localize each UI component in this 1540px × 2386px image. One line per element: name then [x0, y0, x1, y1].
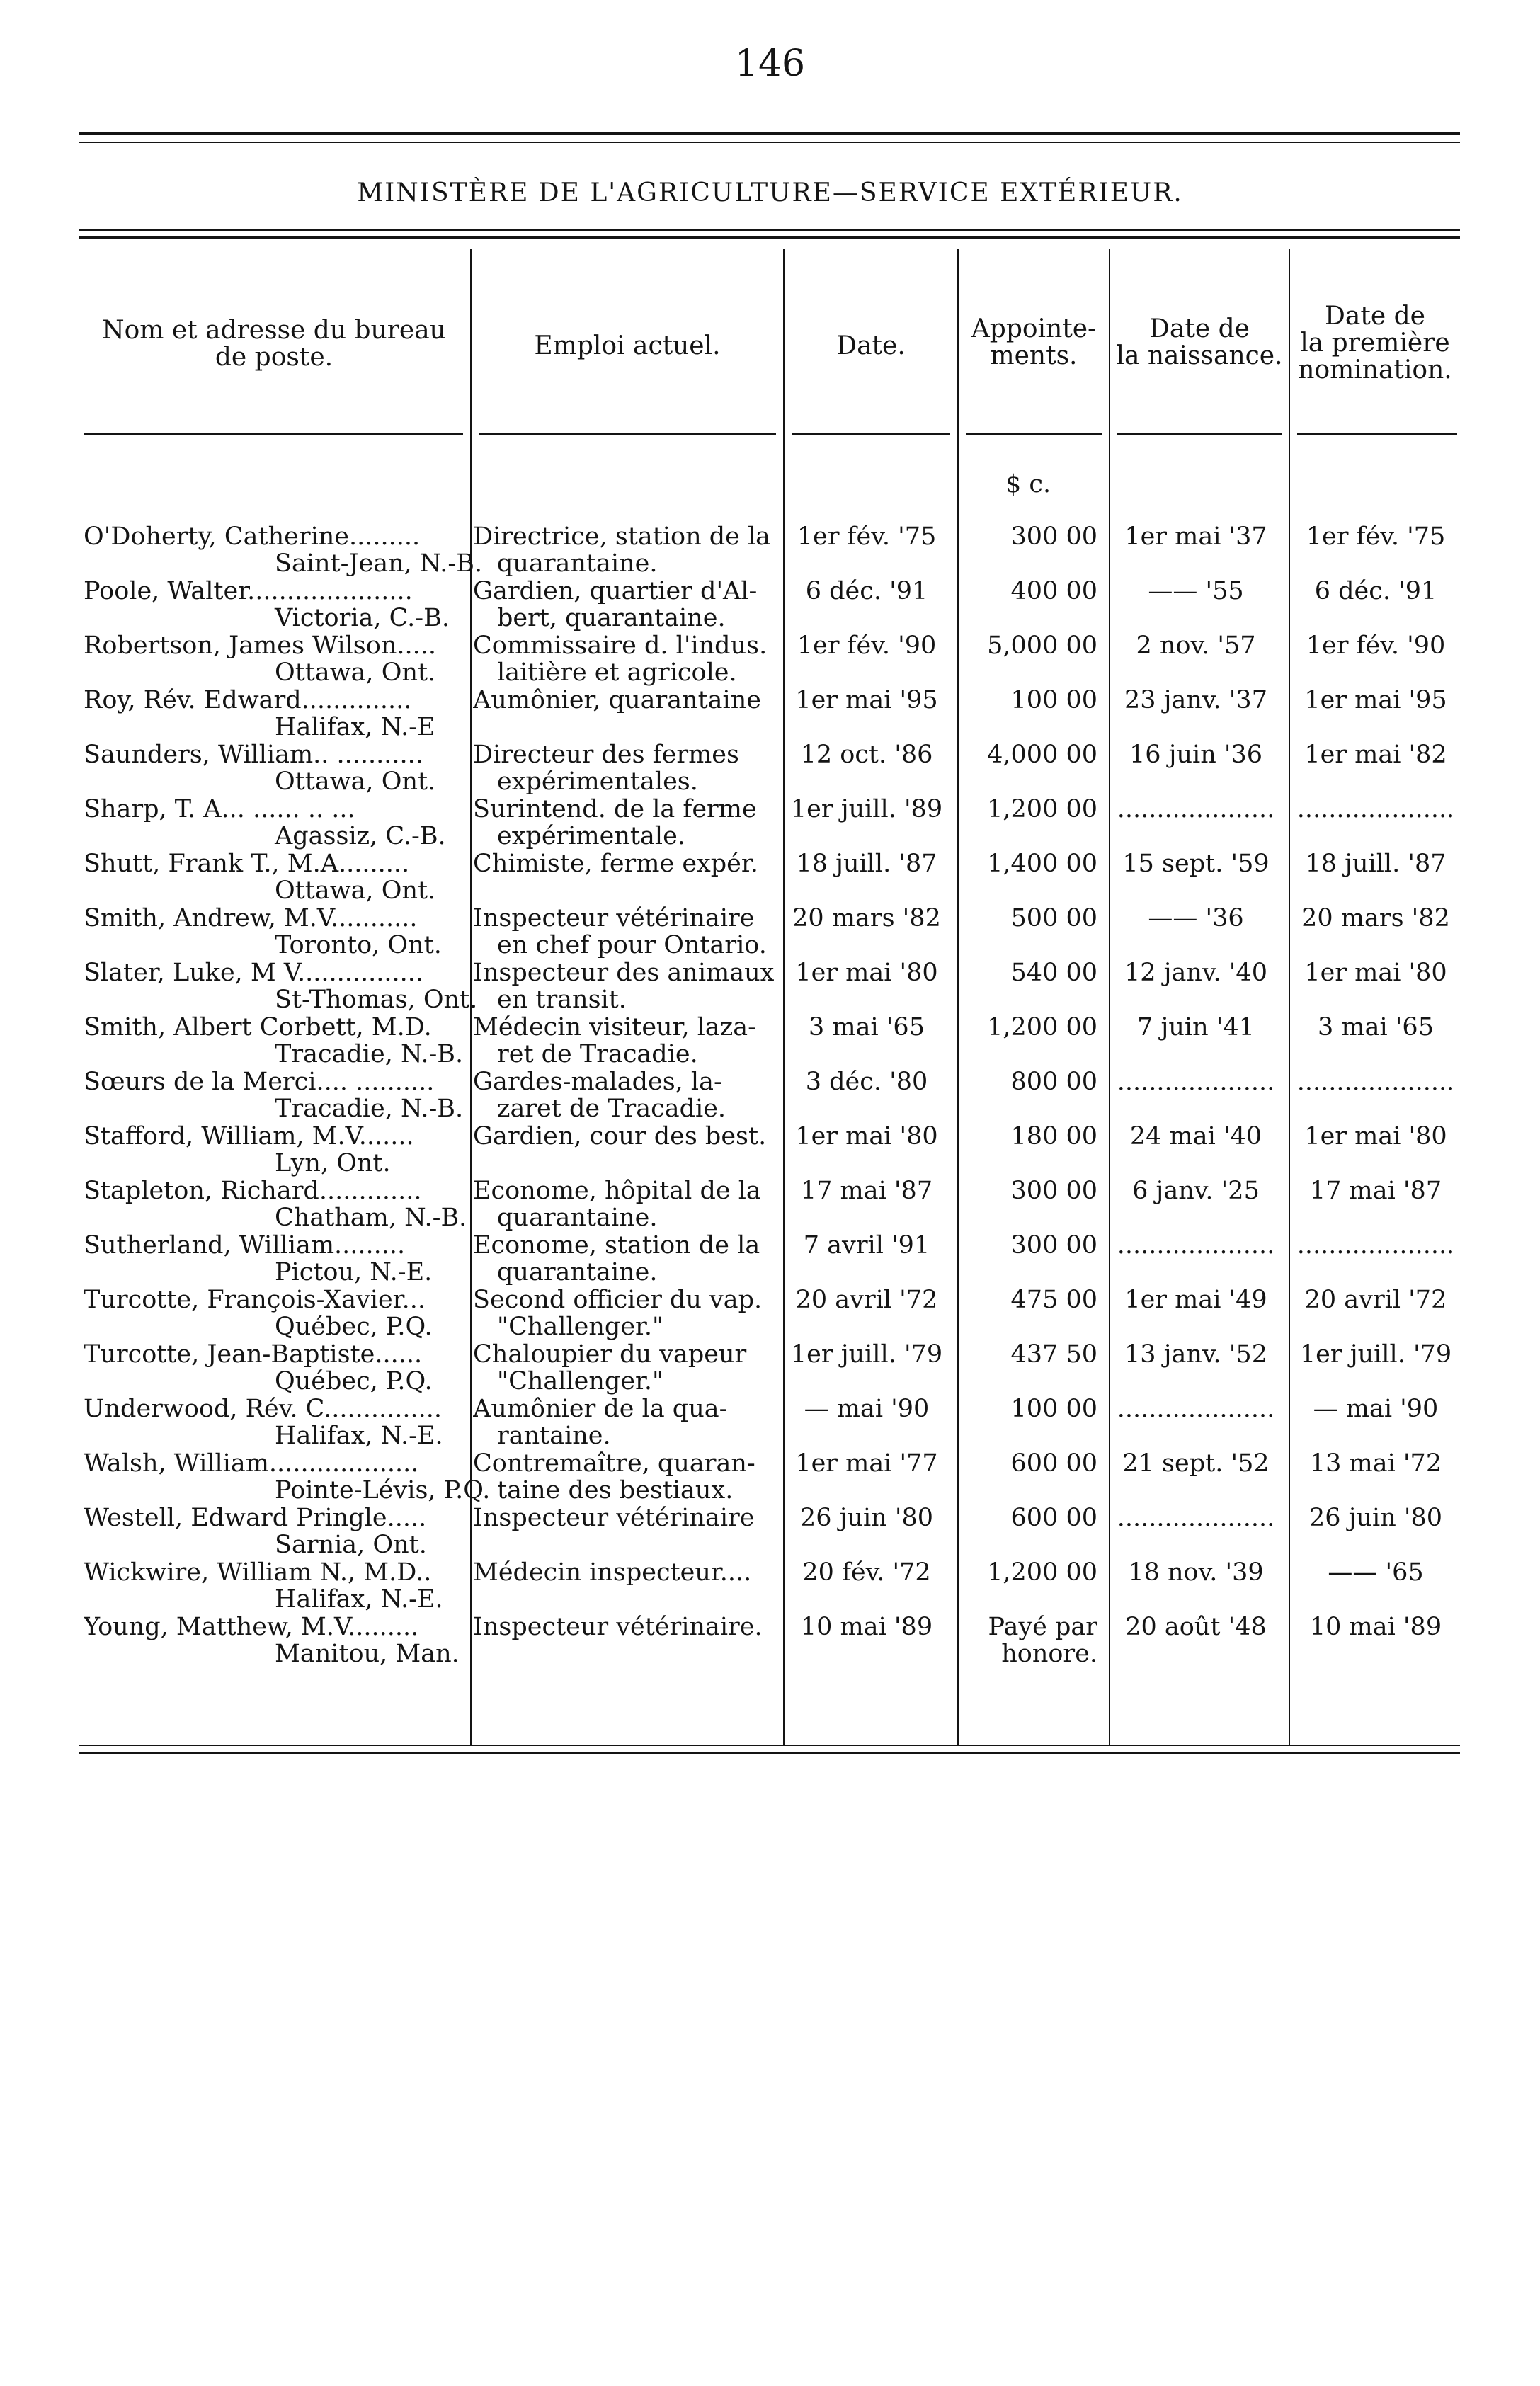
row-salary: 437 50 [1010, 1340, 1097, 1369]
row-first-appointment: .................... [1296, 1068, 1455, 1096]
title-rule-thin [79, 229, 1460, 231]
row-name: Poole, Walter..................... [84, 577, 413, 605]
page-title: MINISTÈRE DE L'AGRICULTURE—SERVICE EXTÉRIEUR. [357, 178, 1183, 207]
row-employment: Gardes-malades, la- [473, 1068, 722, 1096]
row-name: Smith, Andrew, M.V........... [84, 904, 418, 932]
row-date: 17 mai '87 [800, 1177, 933, 1205]
header-birth-line2: la naissance. [1116, 341, 1283, 370]
row-name: Slater, Luke, M V................ [84, 959, 424, 987]
row-first-appointment: 1er mai '80 [1304, 959, 1447, 987]
row-first-appointment: 6 déc. '91 [1314, 577, 1437, 605]
row-salary: 300 00 [1010, 523, 1097, 551]
header-birth-date [1110, 316, 1289, 370]
row-employment: Directeur des fermes [473, 741, 739, 769]
row-date: 6 déc. '91 [805, 577, 928, 605]
row-name: Wickwire, William N., M.D.. [84, 1558, 432, 1587]
row-name: O'Doherty, Catherine......... [84, 523, 421, 551]
row-date: 1er juill. '79 [790, 1340, 943, 1369]
row-employment-cont: expérimentale. [497, 822, 685, 850]
row-salary: 600 00 [1010, 1504, 1097, 1532]
row-name: Sharp, T. A... ...... .. ... [84, 795, 355, 823]
row-salary: 800 00 [1010, 1068, 1097, 1096]
row-address: Victoria, C.-B. [275, 604, 450, 632]
row-date: 18 juill. '87 [796, 850, 937, 878]
row-date: 1er fév. '90 [797, 632, 937, 660]
row-salary: 540 00 [1010, 959, 1097, 987]
row-birth-date: 23 janv. '37 [1124, 686, 1267, 714]
header-date: Date. [836, 331, 906, 360]
header-underline [966, 433, 1102, 435]
row-employment-cont: "Challenger." [497, 1367, 664, 1395]
header-employment: Emploi actuel. [534, 331, 721, 360]
row-first-appointment: 18 juill. '87 [1305, 850, 1447, 878]
row-name: Robertson, James Wilson..... [84, 632, 436, 660]
row-employment: Econome, hôpital de la [473, 1177, 761, 1205]
row-name: Turcotte, Jean-Baptiste...... [84, 1340, 423, 1369]
row-date: 3 déc. '80 [805, 1068, 928, 1096]
row-birth-date: 13 janv. '52 [1124, 1340, 1267, 1369]
row-first-appointment: 26 juin '80 [1308, 1504, 1443, 1532]
header-first-line1: Date de [1325, 302, 1425, 331]
row-employment: Inspecteur vétérinaire [473, 1504, 755, 1532]
row-salary: 475 00 [1010, 1286, 1097, 1314]
row-date: 1er mai '95 [795, 686, 938, 714]
row-employment: Contremaître, quaran- [473, 1449, 755, 1478]
row-salary: 1,200 00 [987, 795, 1097, 823]
row-salary: 1,400 00 [987, 850, 1097, 878]
row-employment-cont: expérimentales. [497, 767, 698, 796]
row-employment: Chaloupier du vapeur [473, 1340, 747, 1369]
row-salary: 400 00 [1010, 577, 1097, 605]
row-address: Lyn, Ont. [275, 1149, 391, 1177]
row-salary: 1,200 00 [987, 1013, 1097, 1041]
row-name: Walsh, William................... [84, 1449, 419, 1478]
row-employment-cont: "Challenger." [497, 1313, 664, 1341]
row-date: 20 fév. '72 [802, 1558, 931, 1587]
row-name: Turcotte, François-Xavier... [84, 1286, 426, 1314]
row-date: 10 mai '89 [800, 1613, 933, 1641]
top-rule-thin [79, 142, 1460, 143]
row-employment: Econome, station de la [473, 1231, 760, 1260]
column-separator [1109, 249, 1110, 1745]
row-first-appointment: .................... [1296, 1231, 1455, 1260]
row-first-appointment: 1er fév. '75 [1306, 523, 1446, 551]
column-separator [957, 249, 959, 1745]
row-address: Halifax, N.-E [275, 713, 435, 741]
row-employment: Inspecteur vétérinaire [473, 904, 755, 932]
row-employment-cont: taine des bestiaux. [497, 1476, 734, 1505]
row-employment: Commissaire d. l'indus. [473, 632, 768, 660]
header-first-appointment [1290, 303, 1460, 384]
row-birth-date: .................... [1117, 1231, 1275, 1260]
row-birth-date: .................... [1117, 1504, 1275, 1532]
row-employment: Gardien, quartier d'Al- [473, 577, 758, 605]
header-name [79, 317, 469, 371]
row-name: Shutt, Frank T., M.A......... [84, 850, 410, 878]
header-salary [959, 316, 1109, 370]
row-first-appointment: 17 mai '87 [1309, 1177, 1442, 1205]
row-date: 20 mars '82 [792, 904, 941, 932]
row-salary: 100 00 [1010, 686, 1097, 714]
row-address: St-Thomas, Ont. [275, 986, 478, 1014]
row-first-appointment: 20 mars '82 [1301, 904, 1450, 932]
header-underline [1297, 433, 1457, 435]
row-address: Ottawa, Ont. [275, 767, 436, 796]
row-date: — mai '90 [804, 1395, 930, 1423]
header-underline [1117, 433, 1282, 435]
header-name-line2: de poste. [215, 343, 333, 372]
row-employment-cont: laitière et agricole. [497, 658, 737, 687]
row-date: 1er mai '80 [795, 1122, 938, 1151]
row-birth-date: 1er mai '37 [1124, 523, 1267, 551]
header-birth-line1: Date de [1149, 314, 1250, 343]
header-first-line3: nomination. [1298, 355, 1452, 384]
title-rule-thick [79, 236, 1460, 239]
header-underline [479, 433, 776, 435]
row-address: Pointe-Lévis, P.Q. [275, 1476, 491, 1505]
row-first-appointment: 20 avril '72 [1304, 1286, 1447, 1314]
row-address: Toronto, Ont. [275, 931, 442, 959]
row-address: Manitou, Man. [275, 1640, 460, 1668]
row-employment-cont: quarantaine. [497, 1258, 658, 1286]
row-date: 1er juill. '89 [790, 795, 943, 823]
row-birth-date: 18 nov. '39 [1128, 1558, 1264, 1587]
row-date: 26 juin '80 [799, 1504, 934, 1532]
header-first-line2: la première [1300, 329, 1450, 358]
row-address: Halifax, N.-E. [275, 1585, 443, 1614]
bottom-rule-thick [79, 1752, 1460, 1754]
row-employment: Aumônier, quarantaine [473, 686, 761, 714]
row-birth-date: 2 nov. '57 [1136, 632, 1256, 660]
row-address: Chatham, N.-B. [275, 1204, 467, 1232]
row-employment: Médecin visiteur, laza- [473, 1013, 756, 1041]
row-name: Smith, Albert Corbett, M.D. [84, 1013, 432, 1041]
row-salary: 100 00 [1010, 1395, 1097, 1423]
row-employment: Gardien, cour des best. [473, 1122, 767, 1151]
row-address: Tracadie, N.-B. [275, 1040, 464, 1068]
header-salary-line1: Appointe- [971, 314, 1097, 343]
row-employment: Chimiste, ferme expér. [473, 850, 758, 878]
row-employment-cont: rantaine. [497, 1422, 611, 1450]
row-employment: Aumônier de la qua- [473, 1395, 728, 1423]
row-birth-date: 24 mai '40 [1129, 1122, 1262, 1151]
row-first-appointment: 13 mai '72 [1309, 1449, 1442, 1478]
header-underline [792, 433, 950, 435]
row-birth-date: .................... [1117, 1068, 1275, 1096]
row-birth-date: 6 janv. '25 [1132, 1177, 1260, 1205]
row-address: Pictou, N.-E. [275, 1258, 433, 1286]
row-address: Saint-Jean, N.-B. [275, 549, 483, 578]
column-separator [1289, 249, 1290, 1745]
row-address: Agassiz, C.-B. [275, 822, 446, 850]
row-address: Sarnia, Ont. [275, 1531, 427, 1559]
row-first-appointment: 10 mai '89 [1309, 1613, 1442, 1641]
row-birth-date: 20 août '48 [1125, 1613, 1267, 1641]
row-salary: 600 00 [1010, 1449, 1097, 1478]
row-name: Young, Matthew, M.V......... [84, 1613, 419, 1641]
row-first-appointment: 1er mai '95 [1304, 686, 1447, 714]
row-employment: Second officier du vap. [473, 1286, 763, 1314]
row-salary: 4,000 00 [987, 741, 1097, 769]
row-birth-date: 21 sept. '52 [1122, 1449, 1270, 1478]
row-employment: Surintend. de la ferme [473, 795, 757, 823]
row-employment: Médecin inspecteur.... [473, 1558, 752, 1587]
row-address: Québec, P.Q. [275, 1313, 433, 1341]
row-salary: 1,200 00 [987, 1558, 1097, 1587]
row-employment-cont: quarantaine. [497, 549, 658, 578]
row-salary: 500 00 [1010, 904, 1097, 932]
top-rule-thick [79, 132, 1460, 135]
row-salary: Payé par [988, 1613, 1097, 1641]
row-salary: 300 00 [1010, 1177, 1097, 1205]
currency-label: $ c. [1005, 470, 1051, 498]
row-name: Stapleton, Richard............. [84, 1177, 422, 1205]
row-name: Saunders, William.. ........... [84, 741, 423, 769]
row-date: 1er fév. '75 [797, 523, 937, 551]
row-address: Halifax, N.-E. [275, 1422, 443, 1450]
row-employment-cont: zaret de Tracadie. [497, 1095, 726, 1123]
row-name: Underwood, Rév. C............... [84, 1395, 442, 1423]
row-name: Sutherland, William......... [84, 1231, 406, 1260]
row-address: Ottawa, Ont. [275, 877, 436, 905]
row-employment-cont: en chef pour Ontario. [497, 931, 767, 959]
row-address: Ottawa, Ont. [275, 658, 436, 687]
row-birth-date: —— '55 [1148, 577, 1244, 605]
row-employment: Inspecteur vétérinaire. [473, 1613, 763, 1641]
row-birth-date: .................... [1117, 795, 1275, 823]
header-salary-line2: ments. [990, 341, 1078, 370]
bottom-rule-thin [79, 1745, 1460, 1746]
row-salary-cont: honore. [1001, 1640, 1097, 1668]
row-date: 1er mai '80 [795, 959, 938, 987]
row-birth-date: 15 sept. '59 [1122, 850, 1270, 878]
row-name: Westell, Edward Pringle..... [84, 1504, 427, 1532]
row-employment: Directrice, station de la [473, 523, 771, 551]
row-date: 7 avril '91 [803, 1231, 930, 1260]
row-first-appointment: 1er fév. '90 [1306, 632, 1446, 660]
row-address: Tracadie, N.-B. [275, 1095, 464, 1123]
row-first-appointment: .................... [1296, 795, 1455, 823]
row-birth-date: 16 juin '36 [1129, 741, 1263, 769]
row-address: Québec, P.Q. [275, 1367, 433, 1395]
row-salary: 180 00 [1010, 1122, 1097, 1151]
row-salary: 5,000 00 [987, 632, 1097, 660]
row-date: 1er mai '77 [795, 1449, 938, 1478]
row-salary: 300 00 [1010, 1231, 1097, 1260]
row-employment-cont: en transit. [497, 986, 627, 1014]
row-employment-cont: bert, quarantaine. [497, 604, 726, 632]
row-first-appointment: 1er juill. '79 [1299, 1340, 1452, 1369]
page-number: 146 [734, 42, 806, 85]
row-first-appointment: 1er mai '80 [1304, 1122, 1447, 1151]
row-first-appointment: 3 mai '65 [1318, 1013, 1434, 1041]
row-birth-date: 12 janv. '40 [1124, 959, 1267, 987]
row-date: 20 avril '72 [795, 1286, 938, 1314]
row-employment-cont: quarantaine. [497, 1204, 658, 1232]
row-first-appointment: 1er mai '82 [1304, 741, 1447, 769]
row-name: Stafford, William, M.V....... [84, 1122, 414, 1151]
row-birth-date: .................... [1117, 1395, 1275, 1423]
row-date: 3 mai '65 [809, 1013, 925, 1041]
row-employment-cont: ret de Tracadie. [497, 1040, 698, 1068]
row-name: Roy, Rév. Edward.............. [84, 686, 412, 714]
row-birth-date: —— '36 [1148, 904, 1244, 932]
row-name: Sœurs de la Merci.... .......... [84, 1068, 435, 1096]
header-underline [84, 433, 463, 435]
row-first-appointment: — mai '90 [1313, 1395, 1439, 1423]
row-employment: Inspecteur des animaux [473, 959, 775, 987]
row-date: 12 oct. '86 [800, 741, 933, 769]
header-name-line1: Nom et adresse du bureau [102, 316, 446, 345]
row-birth-date: 7 juin '41 [1137, 1013, 1255, 1041]
row-birth-date: 1er mai '49 [1124, 1286, 1267, 1314]
row-first-appointment: —— '65 [1328, 1558, 1424, 1587]
